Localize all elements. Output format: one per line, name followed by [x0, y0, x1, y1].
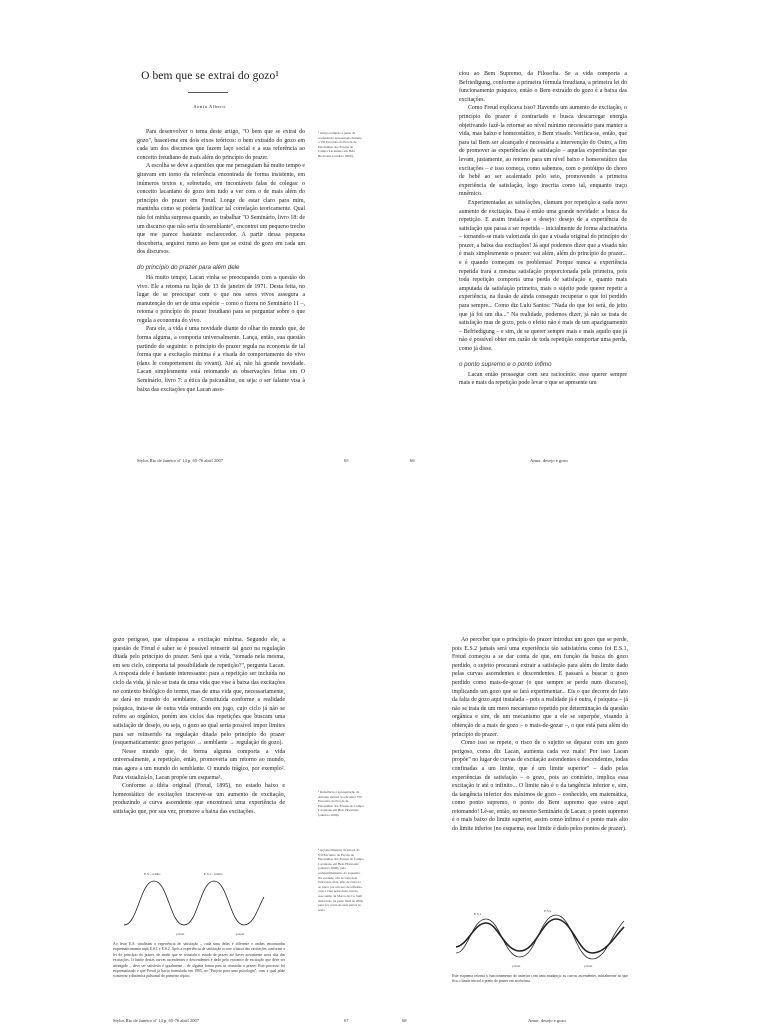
figure-caption: Ao lesar E.S. sinalizam a experiência de satisfação – cada uma delas é diferente e ambas encontradas esquematicamente aqui E.S.1 e E.S.2. Após a experiência de satisfação ocorre a baixa das excitações conforme a lei do princípio do prazer, de modo que se reinstala o estado de prazer até haver novamente nova alta das excitações. O limite destas curvas ascendentes e descendentes é dado pelo encontro de excitação que deve ser abreagido – deve ser satisfeito é igualmente – de alguma forma para se reinstalar o prazer. Este processo foi esquematizado e que Freud já havia formulado em 1895, no "Projeto para uma psicologia", com a qual pôde conservar a dinâmica pulsional do primeiro tópico. [113, 942, 285, 979]
footer-journal: Stylus Rio de Janeiro nº 14 p. 65-76 abril 2007 [137, 458, 224, 463]
curve-label: prazer [236, 932, 245, 936]
main-column [452, 636, 628, 834]
main-column [459, 70, 627, 388]
page-number: 66 [410, 458, 415, 463]
curve-label: E.S.2 - lembr. [204, 872, 223, 876]
page-68 [384, 512, 768, 1024]
curve-label: prazer [512, 964, 521, 968]
footnote: ¹ Artigo redigido a partir da conferência apresentada durante o VII Encontro da Escola de Psicanálise dos Fóruns do Campo Lacaniano em Belo Horizonte (outubro 2006). [318, 131, 362, 158]
paragraph: Conforme a idéia original (Freud, 1895), no estado baixo e homeostático de excitações inscreve-se um aumento de excitação, produzindo a curva ascendente que encontrará uma experiência de satisfação que, por sua vez, promove a baixa das excitações. [113, 783, 285, 815]
section-subheading: do princípio do prazer para além dele [137, 263, 240, 271]
paragraph: Como isso se repete, o risco de o sujeito se deparar com um gozo perigoso, como diz Lacan, aumenta cada vez mais! Por isso Lacan propõe" no lugar de curvas de excitação ascendentes e descendentes, todas confinadas a um limite, que é um limite superior" – dado pelas experiências de satisfação – o gozo, pois ao contrário, implica essa excitação ir até o infinito... O limite não é o da tangência inferior e, sim, da tangência inferior dos máximos de gozo – conhecido, em matemática, como ponto supremo, o ponto do Bem supremo que estou aqui retomando! Lê-se, então, no mesmo Seminário de Lacan: o ponto supremo é o mais baixo do limite superior, assim como ínfimo é o ponto mais alto do limite inferior (no esquema, esse limite é dado pelos pontos de prazer). [452, 740, 629, 833]
paragraph: Como Freud explicava isso? Havendo um aumento de excitação, o princípio do prazer é contrariado e busca descarregar energia objetivando fazê-la retornar ao nível mínimo necessário para manter a vida, mas baixo e homeostático, o Bem visado. Verifica-se, então, que para tal Bem ser alcançado é necessária a intervenção do Outro, a fim de promover as experiências de satisfação – aquelas experiências que levam, justamente, ao retorno para um nível baixo e homeostático das excitações – e isso começa, como sabemos, com o protótipo do choro de bebê ao ser acalentado pelo seio, promovendo a primeira experiência de satisfação, logo inscrita como tal, enquanto traço mnêmico. [459, 105, 627, 198]
page-number: 67 [344, 1018, 349, 1023]
paragraph: A escolha se deve a questões que me perseguiam há muito tempo e giravam em torno da referência encontrada de forma insistente, em inúmeros textos e, sobretudo, em incontáveis falas de colegas: o conceito lacaniano de gozo tem tudo a ver com o de mais além do princípio do prazer em Freud. Longe de estar claro para mim, mantinha como se poderia justificar tal correlação teoricamente. Qual não foi minha surpresa quando, ao trabalhar "O Seminário, livro 18: de um discurso que não seria do semblante", encontrei um pequeno trecho que me parece bastante esclarecedor. A partir dessa pequena descoberta, seguirei rumo ao bem que se extrai do gozo em cada um dos discursos. [137, 163, 305, 256]
paragraph: gozo perigoso, que ultrapassa a excitação mínima. Segundo ele, a questão de Freud é saber se é possível reinserir tal gozo na regulação ditada pelo princípio do prazer. Será que a vida, "tomada nela mesma, em seu ciclo, comporta tal possibilidade de repetição?", pergunta Lacan. A resposta dele é bastante interessante: para a repetição ser incluída no ciclo da vida, já não se trata de uma vida que vise à baixa das excitações no contexto biológico do termo, mas de uma vida que, necessariamente, se dará no mundo do semblante. Constituída conforme a realidade psíquica, trata-se de outra vida entrando em jogo, cujo ciclo já não se refere ao orgânico, porém aos ciclos das repetições que buscam uma satisfação de desejo, ou seja, o gozo ao qual seria possível impor limites para ser reinserido na regulação ditada pelo princípio do prazer (esquematicamente: gozo perigoso → semblante → regulação do gozo). [113, 637, 285, 747]
paragraph: Lacan então prossegue com seu raciocínio: esse querer sempre mais e mais da repetição pode levar o que se apresente um [459, 371, 627, 387]
supremum-curve [456, 919, 624, 953]
section-subheading: o ponto supremo e o ponto ínfimo [459, 360, 552, 368]
supremum-curve-diagram [452, 907, 630, 969]
curve-label: prazer [584, 964, 593, 968]
curve-label: E.S.2 [544, 909, 552, 913]
author-name: Sonia Alberti [193, 104, 227, 109]
paragraph: Nesse mundo que, de forma alguma comporta a vida universalmente, a repetição, então, promoveria um retorno ao mundo, mas agora a um mundo do semblante. O mundo trágico, por exemplo². Para visualizá-lo, Lacan propõe um esquema³. [113, 748, 285, 781]
footer-section: Amor, desejo e gozo [528, 1018, 566, 1023]
paragraph: Experimentadas as satisfações, clamam por repetição a cada novo aumento de excitação. Essa é então uma grande novidade: a busca da repetição. E assim instala-se o desejo: desejo de a experiência de satisfação que passa a ser repetida – inicialmente de forma alucinatória – tornando-se mais valorizada do que a visada original do princípio do prazer, a baixa das excitações! Já aqui podemos dizer que a visada não é mais simplesmente o prazer: vai além, além do princípio do prazer... e é quando começam os problemas! Porque nunca a experiência repetida trará a mesma satisfação proporcionada pela primeira, pois toda repetição comporta uma perda de satisfação e, quanto mais amputada da satisfação primeira, mais o sujeito pode querer repetir a experiência, na ilusão de ainda conseguir recuperar o que foi perdido para sempre... Como diz Lulu Santos: "Nada do que foi será, do jeito que já foi um dia..." Na realidade, podemos dizer, já não se trata de satisfação mas de gozo, pois o efeito não é mais de um apaziguamento – Befriedigung – e sim, de se querer sempre mais e mais aquilo que já não é possível obter em razão de toda repetição comportar uma perda, como já disse. [459, 199, 627, 352]
page-67 [0, 512, 384, 1024]
figure-caption: Este esquema retoma o funcionamento do anterior com uma mudança: as curvas ascendentes inicialmente ao que fica o limite inicial o ponto de prazer em acréscimo. [452, 974, 628, 984]
main-column [113, 636, 285, 816]
page-number: 65 [344, 458, 349, 463]
excitation-curve-diagram [118, 867, 288, 939]
paragraph: Há muito tempo, Lacan vinha se preocupando com a questão do vivo. Ele a retoma na lição de 13 de janeiro de 1971. Desta feita, no lugar de se preocupar com o que nos seres vivos assegura a manutenção do ser de uma espécie – como o fizera no Seminário 11 –, retoma o princípio do prazer freudiano para se perguntar sobre o que regula a economia do vivo. [137, 274, 305, 324]
title-rule [188, 92, 228, 93]
footer-section: Amor, desejo e gozo [530, 458, 568, 463]
footnote: ³ Agradecimentos da autora do VII Encontro da Escola de Psicanálise dos Fóruns do Campo Lacaniano em Belo Horizonte (outubro 2006), pelo compartilhamento do esquema. Na verdade, não se trata dele funcionar, mas, sim, de fazer-lo ao leitor por um ano de reflexão, com a vida pelas duas curvas, esse senão da Marca de Ca, bem destacado, na parte final de 2006, para por conta de suas partes no texto. [318, 848, 364, 912]
curve-label: prazer [176, 932, 185, 936]
page-66 [384, 0, 768, 512]
footer-journal: Stylus Rio de Janeiro nº 14 p. 65-76 abril 2007 [113, 1018, 200, 1023]
excitation-curve [124, 881, 264, 925]
paragraph: Para ele, a vida é uma novidade diante do olhar do mundo que, de forma alguma, a comporta universalmente. Lança, então, sua questão partindo do seguinte: o princípio do prazer regula na economia de tal forma que a excitação mínima é a visada do comportamento do vivo (dans le comportement du vivant). Até aí, não há grande novidade. Lacan simplesmente está retomando as observações feitas em O Seminário, livro 7: a ética da psicanálise, ou seja: o ser falante visa à baixa das excitações que Lacan asso- [137, 326, 305, 393]
paragraph: ciou ao Bem Supremo, da Filosofia. Se a vida comporta a Befriedigung, conforme a primeira fórmula freudiana, a primeira lei do funcionamento psíquico, então o Bem extraído do gozo é a baixa das excitações. [459, 71, 627, 103]
curve-label: E.S. - lembr. [144, 872, 162, 876]
paragraph: Para desenvolver o tema deste artigo, "O bem que se extrai do gozo", baseei-me em dois eixos teóricos: o bem extraído do gozo em cada um dos discursos que fazem laço social e a sua referência ao conceito freudiano de mais além do princípio do prazer. [137, 129, 305, 161]
page-65 [0, 0, 384, 512]
main-column [137, 128, 305, 394]
article-title: O bem que se extrai do gozo¹ [141, 70, 279, 82]
page-number: 68 [402, 1018, 407, 1023]
footnote: ² Referência à apresentação de Antonio Quinet no encontro VII Encontro da Escola de Psicanálise dos Fóruns do Campo Lacaniano em Belo Horizonte (outubro 2006). [318, 790, 364, 817]
paragraph: Ao perceber que o princípio do prazer introduz um gozo que se perde, pois E.S.2 jamais será uma experiência tão satisfatória como foi E.S.1, Freud começou a se dar conta de que, em função da busca do gozo perdido, o sujeito procurará extrair a satisfação para além do limite dado pelas curvas ascendentes e descendentes. E passará a buscar o gozo perdido como mais-de-gozar (o que sempre se perde num discurso), implicando um gozo que se fará experimentar... Eis o que decorre do fato da falta de gozo aqui instalada – pois a realidade já é outra, é psíquica – já não se trata de um mero mecanismo repetido por determinação da questão orgânica e sim, de um mecanismo que a ele se superpõe, visando à obtenção de a mais de gozo – o mais-de-gozar –, o que está para além do princípio do prazer. [452, 637, 628, 738]
curve-label: E.S.1 [474, 912, 482, 916]
